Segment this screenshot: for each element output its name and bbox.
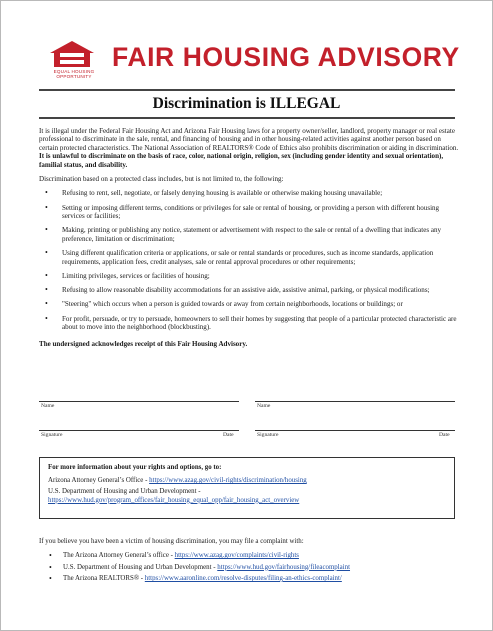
title-divider — [39, 117, 455, 119]
list-item: • Refusing to allow reasonable disability accommodations for an assistive aide, assistive animal, parking, or physical modifications; — [59, 286, 459, 294]
name-line-left[interactable] — [39, 401, 239, 402]
list-item: • Limiting privileges, services or facilities of housing; — [59, 272, 459, 280]
signature-line-left[interactable] — [39, 430, 239, 431]
signature-label-left: Signature — [41, 432, 63, 438]
complaint-label: U.S. Department of Housing and Urban Development - — [63, 563, 218, 571]
lead-text: Discrimination based on a protected class includes, but is not limited to, the following: — [39, 175, 284, 184]
complaint-label: The Arizona Attorney General’s office - — [63, 552, 175, 560]
name-label-right: Name — [257, 403, 271, 409]
complaint-label: The Arizona REALTORS® - — [63, 574, 145, 582]
list-item: • Setting or imposing different terms, conditions or privileges for sale or rental of housing, or providing a person with different housing services or facilities; — [59, 204, 459, 221]
name-label-left: Name — [41, 403, 55, 409]
list-item — [63, 564, 459, 572]
info-box — [39, 457, 455, 519]
discrimination-list — [39, 189, 459, 331]
list-item — [63, 552, 459, 560]
logo-caption — [48, 69, 100, 79]
list-item: • "Steering" which occurs when a person is guided towards or away from certain neighborhoods, locations or buildings; or — [59, 300, 459, 308]
list-item: • For profit, persuade, or try to persuade, homeowners to sell their homes by suggesting that people of a particular protected characteristic are about to move into the neighborhood (blockbusting). — [59, 315, 459, 332]
page-title: Discrimination is ILLEGAL — [152, 95, 341, 112]
az-housing-link[interactable]: https://www.azag.gov/civil-rights/discrimination/housing — [149, 477, 307, 485]
az-complaint-link[interactable]: https://www.azag.gov/complaints/civil-rights — [174, 552, 299, 560]
acknowledgement: The undersigned acknowledges receipt of this Fair Housing Advisory. — [39, 339, 248, 348]
info-hud-label: U.S. Department of Housing and Urban Development - — [48, 488, 201, 496]
list-item: • Making, printing or publishing any notice, statement or advertisement with respect to the sale or rental of a dwelling that indicates any preference, limitation or discrimination; — [59, 226, 459, 243]
hud-fair-housing-link[interactable]: https://www.hud.gov/program_offices/fair_housing_equal_opp/fair_housing_act_overview — [48, 496, 300, 504]
signature-line-right[interactable] — [255, 430, 455, 431]
intro-text: It is illegal under the Federal Fair Housing Act and Arizona Fair Housing laws for a property owner/seller, landlord, property manager or real estate professional to discriminate in the sale, rental, and financing of housing and in other housing-related activities against another person based on certain protected characteristics. The National Association of REALTORS® Code of Ethics also prohibits discrimination or aiding in discrimination. — [39, 127, 459, 152]
top-divider — [39, 89, 455, 91]
hud-complaint-link[interactable]: https://www.hud.gov/fairhousing/fileacomplaint — [217, 563, 351, 571]
logo-line1: EQUAL HOUSING — [53, 69, 95, 74]
signature-label-right: Signature — [257, 432, 279, 438]
intro-paragraph — [39, 127, 459, 169]
complaint-section — [39, 538, 459, 586]
name-line-right[interactable] — [255, 401, 455, 402]
list-item — [63, 575, 459, 583]
info-heading: For more information about your rights and options, go to: — [48, 464, 222, 471]
date-label-right: Date — [439, 432, 450, 438]
info-az-label: Arizona Attorney General’s Office - — [48, 477, 150, 485]
info-row-az — [48, 477, 446, 485]
info-row-hud — [48, 488, 446, 504]
logo-line2: OPPORTUNITY — [56, 74, 92, 79]
brand-title: FAIR HOUSING ADVISORY — [112, 42, 460, 72]
complaint-list — [39, 552, 459, 583]
date-label-left: Date — [223, 432, 234, 438]
advisory-body — [39, 127, 459, 354]
intro-bold: It is unlawful to discriminate on the basis of race, color, national origin, religion, sex (including gender identity and sexual orientation), familial status, and disability. — [39, 152, 444, 169]
complaint-lead: If you believe you have been a victim of housing discrimination, you may file a complaint with: — [39, 538, 304, 545]
list-item: • Refusing to rent, sell, negotiate, or falsely denying housing is available or otherwise making housing unavailable; — [59, 189, 459, 197]
list-item: • Using different qualification criteria or applications, or sale or rental standards or procedures, such as income standards, application requirements, application fees, credit analyses, sale or rental approval procedures or other requirements; — [59, 249, 459, 266]
realtors-complaint-link[interactable]: https://www.aaronline.com/resolve-disputes/filing-an-ethics-complaint/ — [144, 574, 342, 582]
